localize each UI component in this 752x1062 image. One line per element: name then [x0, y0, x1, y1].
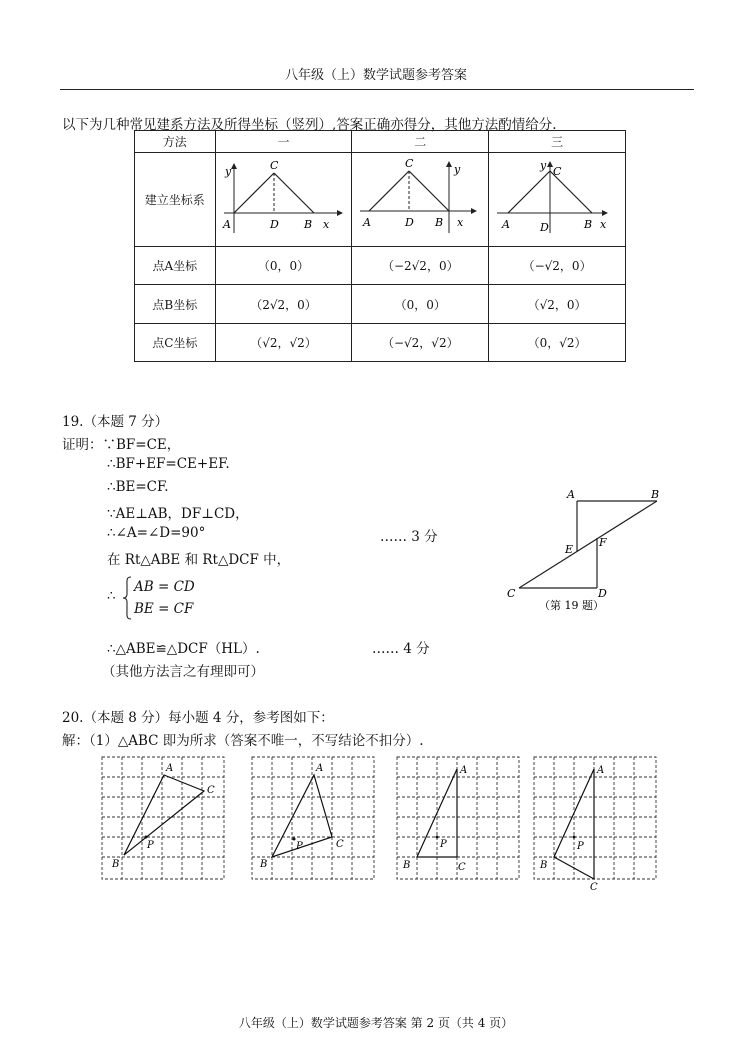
- q19-score-1: …… 3 分: [380, 529, 438, 545]
- row-label-axes: 建立坐标系: [135, 153, 216, 247]
- point-c-method-1: （√2，√2）: [215, 324, 352, 362]
- label-y: y: [454, 163, 461, 176]
- label-C: C: [405, 157, 414, 170]
- fig19-label-F: F: [599, 536, 607, 549]
- header-rule: [60, 89, 694, 90]
- q19-brace: [122, 576, 130, 620]
- grid2-label-B: B: [260, 859, 268, 870]
- page-footer: 八年级（上）数学试题参考答案 第 2 页（共 4 页）: [238, 1016, 514, 1030]
- label-A: A: [363, 216, 372, 229]
- q19-title: 19.（本题 7 分）: [62, 414, 169, 430]
- point-a-method-3: （−√2，0）: [489, 247, 626, 285]
- fig19-label-C: C: [507, 587, 516, 600]
- fig19-label-B: B: [651, 488, 660, 501]
- grid2-label-C: C: [336, 839, 344, 850]
- method-1-diagram: [215, 153, 352, 247]
- label-C: C: [269, 159, 278, 172]
- q20-answer: 解：（1）△ABC 即为所求（答案不唯一，不写结论不扣分）.: [62, 733, 424, 749]
- grid2-label-P: P: [296, 841, 303, 852]
- label-y: y: [224, 165, 231, 178]
- label-D: D: [269, 218, 279, 231]
- q20-grid-2: [250, 755, 378, 885]
- label-y: y: [540, 159, 547, 172]
- col-header-method: 方法: [135, 131, 216, 153]
- method-3-header: 三: [489, 131, 626, 153]
- q20-grid-3: [395, 755, 523, 885]
- method-3-diagram: [489, 153, 626, 247]
- grid1-label-C: C: [207, 785, 215, 796]
- grid3-label-P: P: [440, 839, 447, 850]
- point-b-method-3: （√2，0）: [489, 285, 626, 324]
- fig19-label-E: E: [565, 543, 574, 556]
- q19-score-2: …… 4 分: [372, 641, 430, 657]
- grid4-label-C: C: [590, 882, 598, 893]
- grid1-label-A: A: [166, 763, 174, 774]
- q20-grid-4: [532, 755, 660, 895]
- grid3-label-A: A: [460, 765, 468, 776]
- grid2-label-A: A: [316, 763, 324, 774]
- point-c-method-3: （0，√2）: [489, 324, 626, 362]
- q19-line-4: ∵AE⊥AB，DF⊥CD，: [107, 506, 249, 522]
- row-label-point-c: 点C坐标: [135, 324, 216, 362]
- label-B: B: [584, 218, 593, 231]
- label-C: C: [553, 165, 562, 178]
- grid4-label-B: B: [540, 860, 548, 871]
- fig19-label-D: D: [598, 587, 607, 600]
- label-B: B: [435, 216, 444, 229]
- point-b-method-2: （0，0）: [352, 285, 489, 324]
- q19-condition-2: BE = CF: [134, 601, 194, 617]
- label-A: A: [502, 218, 511, 231]
- q19-line-6: 在 Rt△ABE 和 Rt△DCF 中，: [107, 552, 291, 568]
- label-x: x: [322, 218, 329, 231]
- label-A: A: [222, 218, 231, 231]
- grid4-label-P: P: [577, 841, 584, 852]
- label-D: D: [540, 221, 549, 234]
- label-D: D: [405, 216, 415, 229]
- point-a-method-2: （−2√2，0）: [352, 247, 489, 285]
- row-label-point-b: 点B坐标: [135, 285, 216, 324]
- q20-grid-1: [100, 755, 228, 885]
- label-x: x: [457, 216, 464, 229]
- label-x: x: [600, 218, 607, 231]
- q19-conclusion: ∴△ABE≌△DCF（HL）.: [107, 641, 260, 657]
- label-B: B: [303, 218, 312, 231]
- fig19-caption: （第 19 题）: [539, 599, 604, 612]
- grid4-label-A: A: [597, 765, 605, 776]
- grid3-label-B: B: [403, 860, 411, 871]
- q19-line-2: ∴BF+EF=CE+EF.: [107, 456, 230, 472]
- q19-therefore: ∴: [107, 588, 116, 604]
- q19-note: （其他方法言之有理即可）: [102, 664, 264, 680]
- q19-line-1: 证明：∵BF=CE，: [62, 437, 181, 453]
- q19-condition-1: AB = CD: [134, 579, 195, 595]
- q20-title: 20.（本题 8 分）每小题 4 分，参考图如下：: [62, 710, 334, 726]
- coordinate-methods-table: [134, 130, 626, 362]
- q19-figure: [495, 478, 685, 618]
- row-label-point-a: 点A坐标: [135, 247, 216, 285]
- q19-line-5: ∴∠A=∠D=90°: [107, 525, 206, 541]
- grid3-label-C: C: [458, 862, 466, 873]
- grid1-label-B: B: [112, 859, 120, 870]
- method-2-header: 二: [352, 131, 489, 153]
- fig19-label-A: A: [567, 488, 575, 501]
- method-1-header: 一: [215, 131, 352, 153]
- intro-text: 以下为几种常见建系方法及所得坐标（竖列）,答案正确亦得分，其他方法酌情给分.: [62, 117, 557, 133]
- point-b-method-1: （2√2，0）: [215, 285, 352, 324]
- point-a-method-1: （0，0）: [215, 247, 352, 285]
- page-header-title: 八年级（上）数学试题参考答案: [284, 68, 467, 83]
- point-c-method-2: （−√2，√2）: [352, 324, 489, 362]
- grid1-label-P: P: [147, 840, 154, 851]
- method-2-diagram: [352, 153, 489, 247]
- q19-line-3: ∴BE=CF.: [107, 479, 169, 495]
